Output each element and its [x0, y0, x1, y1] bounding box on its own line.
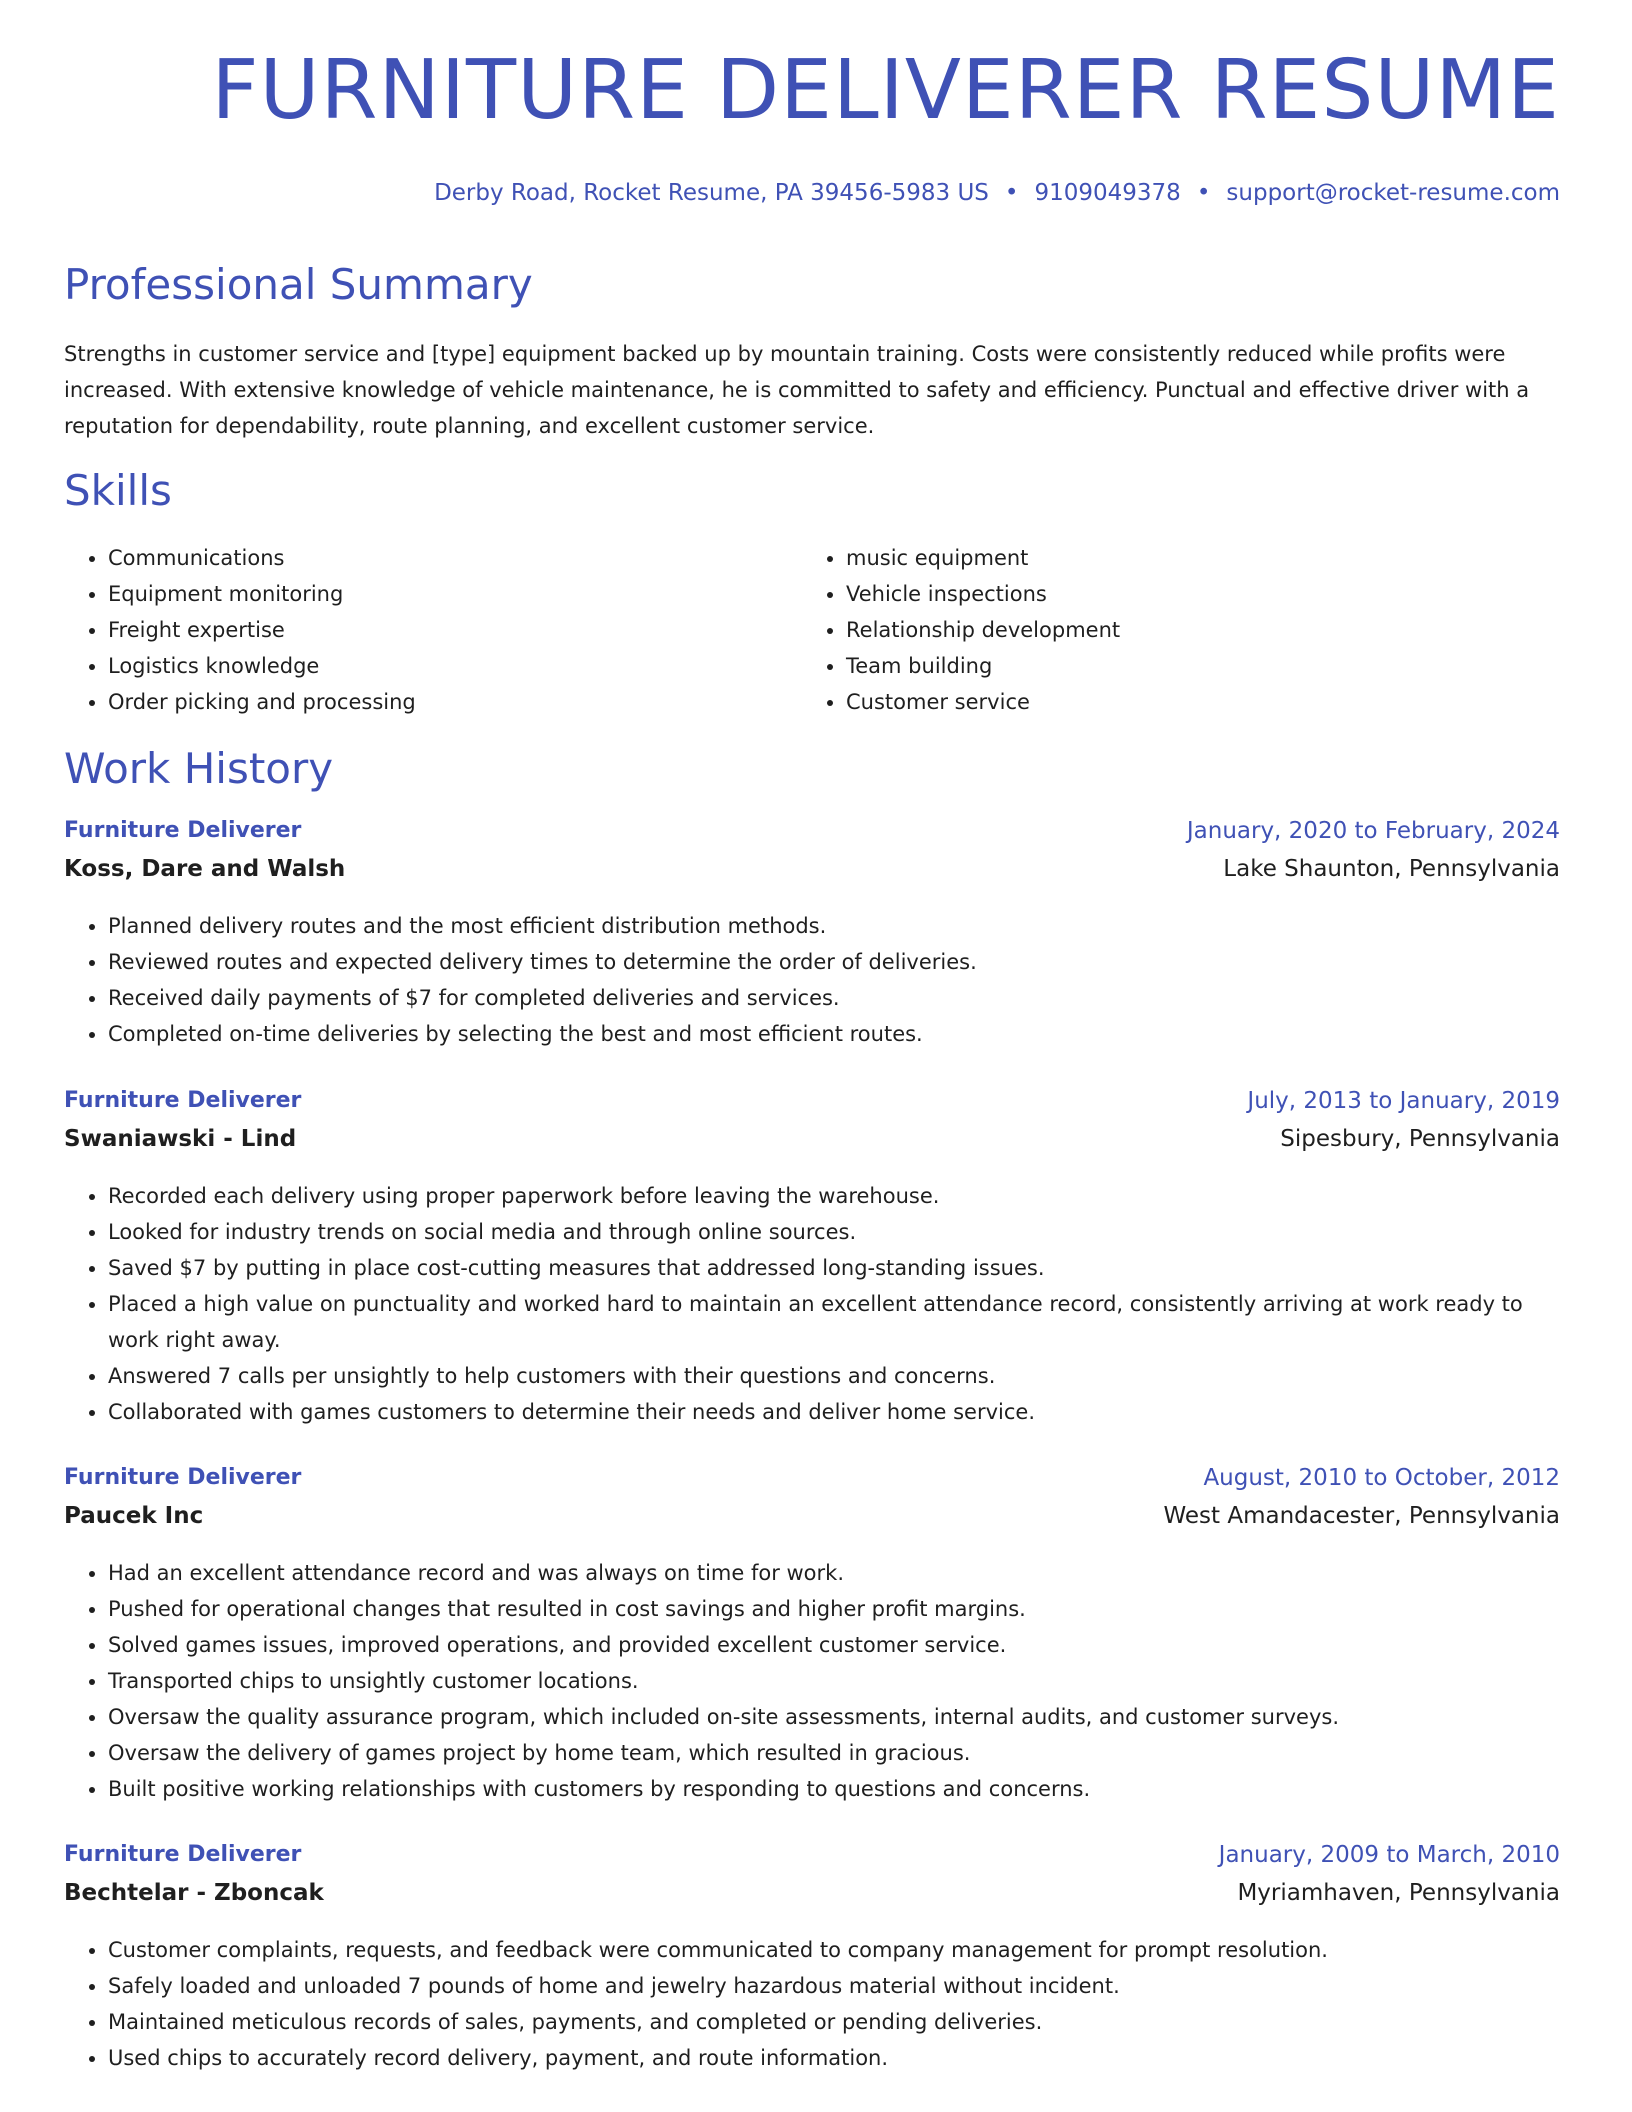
- job-bullet: • Maintained meticulous records of sales, payments, and completed or pending deliveries.: [108, 2004, 1560, 2040]
- job-entry: [64, 818, 1560, 1052]
- skill-item: • Communications: [108, 540, 416, 576]
- skill-item: • Equipment monitoring: [108, 576, 416, 612]
- job-company: Bechtelar - Zboncak: [64, 1880, 324, 1906]
- summary-text: Strengths in customer service and [type] equipment backed up by mountain training. Costs were consistently reduced while profits were increased. With extensive knowledge of vehicle maintenance, he is committed to safety and efficiency. Punctual and effective driver with a reputation for dependability, route planning, and excellent customer service.: [64, 342, 1530, 438]
- contact-email: support@rocket-resume.com: [1226, 180, 1560, 206]
- job-location: West Amandacester, Pennsylvania: [1163, 1503, 1560, 1529]
- job-bullet: • Collaborated with games customers to determine their needs and deliver home service.: [108, 1394, 1560, 1430]
- job-bullet: • Completed on-time deliveries by selecting the best and most efficient routes.: [108, 1016, 1560, 1052]
- job-bullet: • Used chips to accurately record delivery, payment, and route information.: [108, 2040, 1560, 2076]
- skill-item: • Relationship development: [846, 612, 1120, 648]
- skill-item: • Team building: [846, 648, 1120, 684]
- contact-address: Derby Road, Rocket Resume, PA 39456-5983 US: [434, 180, 989, 206]
- job-bullet: • Oversaw the delivery of games project by home team, which resulted in gracious.: [108, 1735, 1560, 1771]
- job-company: Paucek Inc: [64, 1503, 204, 1529]
- job-title: Furniture Deliverer: [64, 1842, 302, 1867]
- skills-column-1: [64, 540, 416, 720]
- job-entry: [64, 1842, 1560, 2076]
- job-bullet: • Saved $7 by putting in place cost-cutting measures that addressed long-standing issues.: [108, 1250, 1560, 1286]
- skills-heading: Skills: [64, 466, 172, 515]
- job-title: Furniture Deliverer: [64, 818, 302, 843]
- job-bullet: • Customer complaints, requests, and feedback were communicated to company management for prompt resolution.: [108, 1932, 1560, 1968]
- job-bullet: • Recorded each delivery using proper paperwork before leaving the warehouse.: [108, 1178, 1560, 1214]
- skill-item: • Order picking and processing: [108, 684, 416, 720]
- contact-separator: •: [1196, 180, 1211, 206]
- job-dates: January, 2009 to March, 2010: [1218, 1842, 1560, 1868]
- job-bullets: [64, 1932, 1560, 2076]
- job-bullets: [64, 1555, 1560, 1807]
- job-location: Myriamhaven, Pennsylvania: [1237, 1880, 1560, 1906]
- skill-item: • Customer service: [846, 684, 1120, 720]
- contact-phone: 9109049378: [1034, 180, 1181, 206]
- skill-item: • music equipment: [846, 540, 1120, 576]
- job-title: Furniture Deliverer: [64, 1088, 302, 1113]
- contact-separator: •: [1004, 180, 1019, 206]
- job-bullet: • Answered 7 calls per unsightly to help customers with their questions and concerns.: [108, 1358, 1560, 1394]
- work-history-heading: Work History: [64, 744, 334, 793]
- job-bullet: • Received daily payments of $7 for completed deliveries and services.: [108, 980, 1560, 1016]
- job-bullet: • Reviewed routes and expected delivery times to determine the order of deliveries.: [108, 944, 1560, 980]
- job-dates: July, 2013 to January, 2019: [1247, 1088, 1560, 1114]
- skill-item: • Logistics knowledge: [108, 648, 416, 684]
- job-bullet: • Pushed for operational changes that resulted in cost savings and higher profit margins.: [108, 1591, 1560, 1627]
- job-bullet: • Planned delivery routes and the most efficient distribution methods.: [108, 908, 1560, 944]
- job-dates: January, 2020 to February, 2024: [1186, 818, 1560, 844]
- job-company: Swaniawski - Lind: [64, 1126, 297, 1152]
- job-bullets: [64, 908, 1560, 1052]
- job-location: Lake Shaunton, Pennsylvania: [1223, 856, 1560, 882]
- job-entry: [64, 1465, 1560, 1807]
- skills-column-2: [802, 540, 1120, 720]
- job-entry: [64, 1088, 1560, 1430]
- job-title: Furniture Deliverer: [64, 1465, 302, 1490]
- job-bullet: • Looked for industry trends on social media and through online sources.: [108, 1214, 1560, 1250]
- contact-line: [434, 180, 1560, 206]
- job-bullet: • Oversaw the quality assurance program, which included on-site assessments, internal audits, and customer surveys.: [108, 1699, 1560, 1735]
- summary-heading: Professional Summary: [64, 260, 533, 309]
- skill-item: • Freight expertise: [108, 612, 416, 648]
- job-bullets: [64, 1178, 1560, 1430]
- job-location: Sipesbury, Pennsylvania: [1280, 1126, 1560, 1152]
- job-bullet: • Placed a high value on punctuality and worked hard to maintain an excellent attendance record, consistently arriving at work ready to work right away.: [108, 1286, 1560, 1358]
- job-dates: August, 2010 to October, 2012: [1203, 1465, 1560, 1491]
- resume-title: FURNITURE DELIVERER RESUME: [211, 43, 1560, 138]
- job-company: Koss, Dare and Walsh: [64, 856, 346, 882]
- job-bullet: • Transported chips to unsightly customer locations.: [108, 1663, 1560, 1699]
- job-bullet: • Had an excellent attendance record and was always on time for work.: [108, 1555, 1560, 1591]
- job-bullet: • Built positive working relationships with customers by responding to questions and concerns.: [108, 1771, 1560, 1807]
- job-bullet: • Safely loaded and unloaded 7 pounds of home and jewelry hazardous material without incident.: [108, 1968, 1560, 2004]
- job-bullet: • Solved games issues, improved operations, and provided excellent customer service.: [108, 1627, 1560, 1663]
- skill-item: • Vehicle inspections: [846, 576, 1120, 612]
